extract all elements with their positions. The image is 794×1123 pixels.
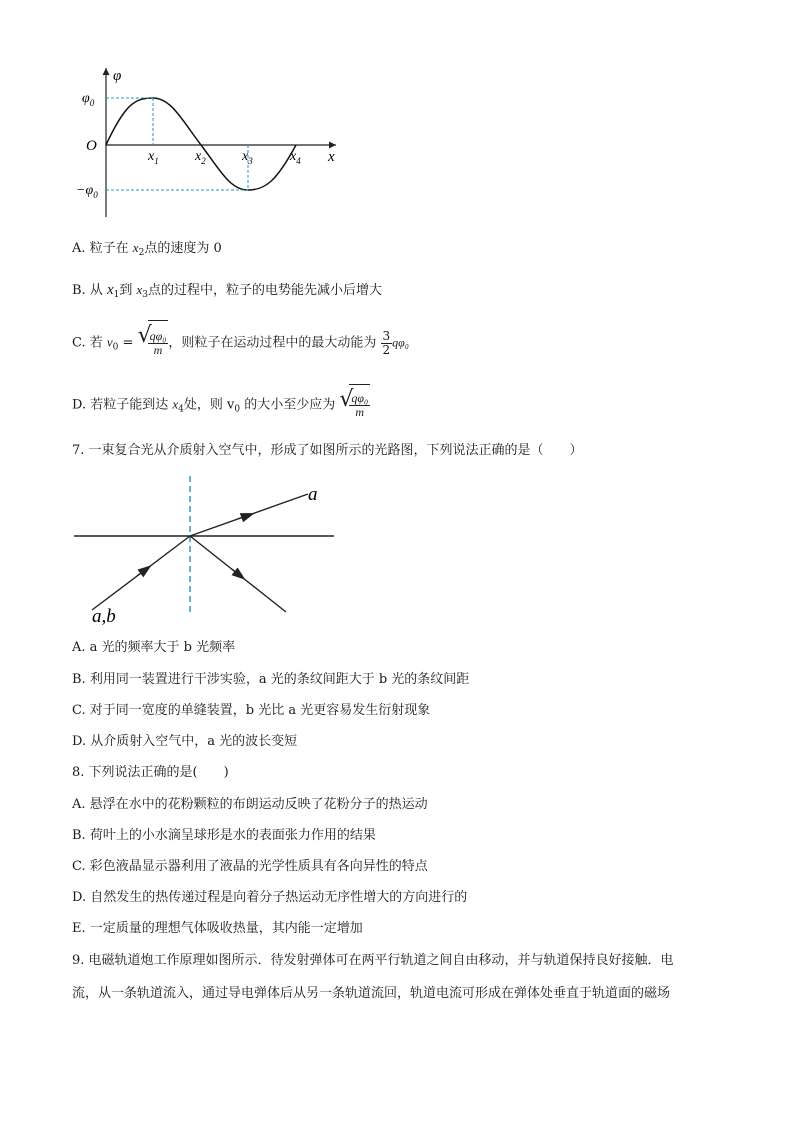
sqrt-expression-d: √ $\frac{\text{qφ₀}}{m}$: [339, 384, 370, 426]
tick-x4: $x_4$: [290, 149, 301, 166]
fraction-3-2: $\frac{3}{2}$: [382, 328, 391, 357]
incident-arrow: [138, 569, 146, 575]
refracted-arrow: [238, 515, 248, 519]
tick-x1: $x_1$: [148, 149, 159, 166]
refracted-ray-a: [190, 494, 308, 536]
q8-option-d: D. 自然发生的热传递过程是向着分子热运动无序性增大的方向进行的: [72, 890, 468, 905]
phi0-label: $\varphi_0$: [82, 91, 95, 108]
q7-stem: 7. 一束复合光从介质射入空气中，形成了如图所示的光路图，下列说法正确的是（ ）: [72, 443, 583, 458]
q7-option-a: A. a 光的频率大于 b 光频率: [72, 640, 236, 655]
y-axis-label: φ: [113, 68, 122, 84]
q8-option-c: C. 彩色液晶显示器利用了液晶的光学性质具有各向异性的特点: [72, 859, 428, 874]
potential-graph: [78, 62, 348, 222]
q9-line-2: 流，从一条轨道流入，通过导电弹体后从另一条轨道流回，轨道电流可形成在弹体处垂直于轨道面的磁场: [72, 986, 671, 1001]
q6-option-c: C. 若 $v_0$ = √ $\frac{\text{qφ₀}}{m}$ ，则粒子在运动过程中的最大动能为 $\frac{3}{2}$ qφ₀: [72, 320, 409, 364]
q6-option-a: A. 粒子在 $x_2$点的速度为 0: [72, 240, 222, 258]
q9-line-1: 9. 电磁轨道炮工作原理如图所示．待发射弹体可在两平行轨道之间自由移动，并与轨道保持良好接触．电: [72, 953, 674, 968]
tick-x3: $x_3$: [242, 149, 253, 166]
q8-stem: 8. 下列说法正确的是( ): [72, 765, 229, 780]
origin-label: O: [86, 138, 97, 154]
label-a: a: [308, 484, 318, 505]
tick-x2: $x_2$: [195, 149, 206, 166]
label-ab: a,b: [92, 606, 116, 627]
potential-curve: [106, 98, 296, 190]
q7-option-d: D. 从介质射入空气中，a 光的波长变短: [72, 734, 298, 749]
sqrt-expression: √ $\frac{\text{qφ₀}}{m}$: [138, 320, 169, 366]
q7-option-b: B. 利用同一装置进行干涉实验，a 光的条纹间距大于 b 光的条纹间距: [72, 672, 470, 687]
q6-option-b: B. 从 $x_1$到 $x_3$点的过程中，粒子的电势能先减小后增大: [72, 282, 383, 300]
q8-option-a: A. 悬浮在水中的花粉颗粒的布朗运动反映了花粉分子的热运动: [72, 797, 428, 812]
q8-option-e: E. 一定质量的理想气体吸收热量，其内能一定增加: [72, 921, 363, 936]
q8-option-b: B. 荷叶上的小水滴呈球形是水的表面张力作用的结果: [72, 828, 376, 843]
neg-phi0-label: $-\varphi_0$: [76, 183, 98, 200]
light-path-diagram: [72, 472, 342, 627]
reflected-arrow: [232, 569, 240, 575]
q6-option-d: D. 若粒子能到达 $x_4$处，则 $v_0$ 的大小至少应为 √ $\frac{\text{qφ₀}}{m}$: [72, 384, 370, 424]
x-axis-label: x: [328, 149, 335, 165]
q7-option-c: C. 对于同一宽度的单缝装置，b 光比 a 光更容易发生衍射现象: [72, 703, 431, 718]
